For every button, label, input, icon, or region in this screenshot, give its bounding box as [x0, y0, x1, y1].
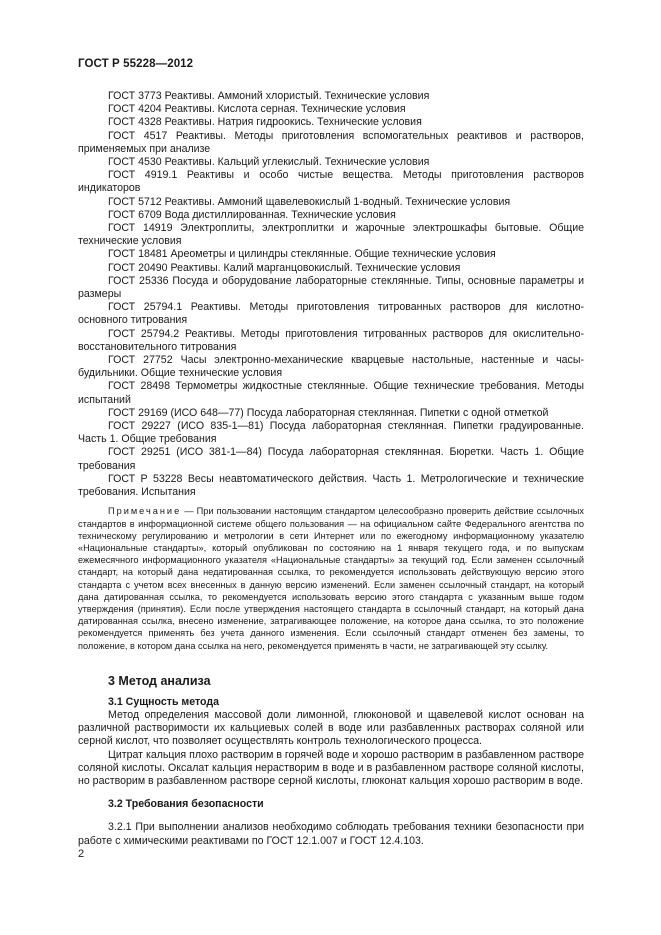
- ref-item: ГОСТ 4517 Реактивы. Методы приготовления вспомогательных реактивов и растворов, применяемых при анализе: [78, 129, 584, 155]
- ref-item: ГОСТ 14919 Электроплиты, электроплитки и жарочные электрошкафы бытовые. Общие технические условия: [78, 222, 584, 248]
- document-header: ГОСТ Р 55228—2012: [78, 58, 194, 70]
- ref-item: ГОСТ 27752 Часы электронно-механические кварцевые настольные, настенные и часы-будильники. Общие технические условия: [78, 354, 584, 380]
- ref-item: ГОСТ 25794.1 Реактивы. Методы приготовления титрованных растворов для кислотно-основного титрования: [78, 301, 584, 327]
- ref-item: ГОСТ 29251 (ИСО 381-1—84) Посуда лабораторная стеклянная. Бюретки. Часть 1. Общие требования: [78, 446, 584, 472]
- ref-item: ГОСТ 4204 Реактивы. Кислота серная. Технические условия: [108, 103, 406, 116]
- ref-item: ГОСТ 29227 (ИСО 835-1—81) Посуда лабораторная стеклянная. Пипетки градуированные. Часть 1. Общие требования: [78, 420, 584, 446]
- note-text: — При пользовании настоящим стандартом целесообразно проверить действие ссылочных стандартов в информационной системе общего пользования — на официальном сайте Федерального агентства по техническому регулированию и метрологии в сети Интернет или по ежегодному информационному указателю «Национальные стандарты», который опубликован по состоянию на 1 января текущего года, и по выпускам ежемесячного информационного указателя «Национальные стандарты» за текущий год. Если заменен ссылочный стандарт, на который дана недатированная ссылка, то рекомендуется использовать действующую версию этого стандарта с учетом всех внесенных в данную версию изменений. Если заменен ссылочный стандарт, на который дана датированная ссылка, то рекомендуется использовать версию этого стандарта с указанным выше годом утверждения (принятия). Если после утверждения настоящего стандарта в ссылочный стандарт, на который дана датированная ссылка, внесено изменение, затрагивающее положение, на которое дана ссылка, то это положение рекомендуется применять без учета данного изменения. Если ссылочный стандарт отменен без замены, то положение, в котором дана ссылка на него, рекомендуется применять в части, не затрагивающей эту ссылку.: [78, 506, 584, 651]
- subsection-3-1-title: 3.1 Сущность метода: [108, 695, 220, 708]
- ref-item: ГОСТ 25336 Посуда и оборудование лабораторные стеклянные. Типы, основные параметры и размеры: [78, 274, 584, 301]
- section-3-title: 3 Метод анализа: [108, 673, 211, 688]
- subsection-3-2-title: 3.2 Требования безопасности: [108, 798, 264, 811]
- ref-item: ГОСТ 28498 Термометры жидкостные стеклянные. Общие технические требования. Методы испытаний: [78, 380, 584, 406]
- paragraph: Цитрат кальция плохо растворим в горячей воде и хорошо растворим в разбавленном растворе соляной кислоты. Оксалат кальция нерастворим в воде и в разбавленном растворе соляной кислоты, но растворим в разбавленном растворе серной кислоты, глюконат кальция хорошо растворим в воде.: [78, 748, 584, 787]
- page-content: [78, 90, 584, 848]
- ref-item: ГОСТ 5712 Реактивы. Аммоний щавелевокислый 1-водный. Технические условия: [108, 195, 511, 208]
- paragraph: Метод определения массовой доли лимонной, глюконовой и щавелевой кислот основан на различной растворимости их кальциевых солей в воде или разбавленных растворах соляной или серной кислот, что позволяет осуществлять контроль технологического процесса.: [78, 708, 584, 748]
- ref-item: ГОСТ 4919.1 Реактивы и особо чистые вещества. Методы приготовления растворов индикаторов: [78, 169, 584, 195]
- ref-item: ГОСТ 4530 Реактивы. Кальций углекислый. Технические условия: [108, 156, 430, 169]
- page-number: 2: [78, 848, 85, 860]
- ref-item: ГОСТ 4328 Реактивы. Натрия гидроокись. Технические условия: [108, 116, 422, 129]
- note-paragraph: [78, 505, 584, 651]
- ref-item: ГОСТ Р 53228 Весы неавтоматического действия. Часть 1. Метрологические и технические требования. Испытания: [78, 472, 584, 499]
- ref-item: ГОСТ 3773 Реактивы. Аммоний хлористый. Технические условия: [108, 90, 430, 102]
- ref-item: ГОСТ 20490 Реактивы. Калий марганцовокислый. Технические условия: [108, 261, 461, 274]
- ref-item: ГОСТ 18481 Ареометры и цилиндры стеклянные. Общие технические условия: [108, 248, 496, 261]
- paragraph: 3.2.1 При выполнении анализов необходимо соблюдать требования техники безопасности при работе с химическими реактивами по ГОСТ 12.1.007 и ГОСТ 12.4.103.: [78, 821, 584, 847]
- ref-item: ГОСТ 6709 Вода дистиллированная. Технические условия: [108, 208, 396, 221]
- note-label: Примечание: [108, 506, 182, 517]
- ref-item: ГОСТ 25794.2 Реактивы. Методы приготовления титрованных растворов для окислительно-восстановительного титрования: [78, 327, 584, 353]
- ref-item: ГОСТ 29169 (ИСО 648—77) Посуда лабораторная стеклянная. Пипетки с одной отметкой: [108, 406, 549, 419]
